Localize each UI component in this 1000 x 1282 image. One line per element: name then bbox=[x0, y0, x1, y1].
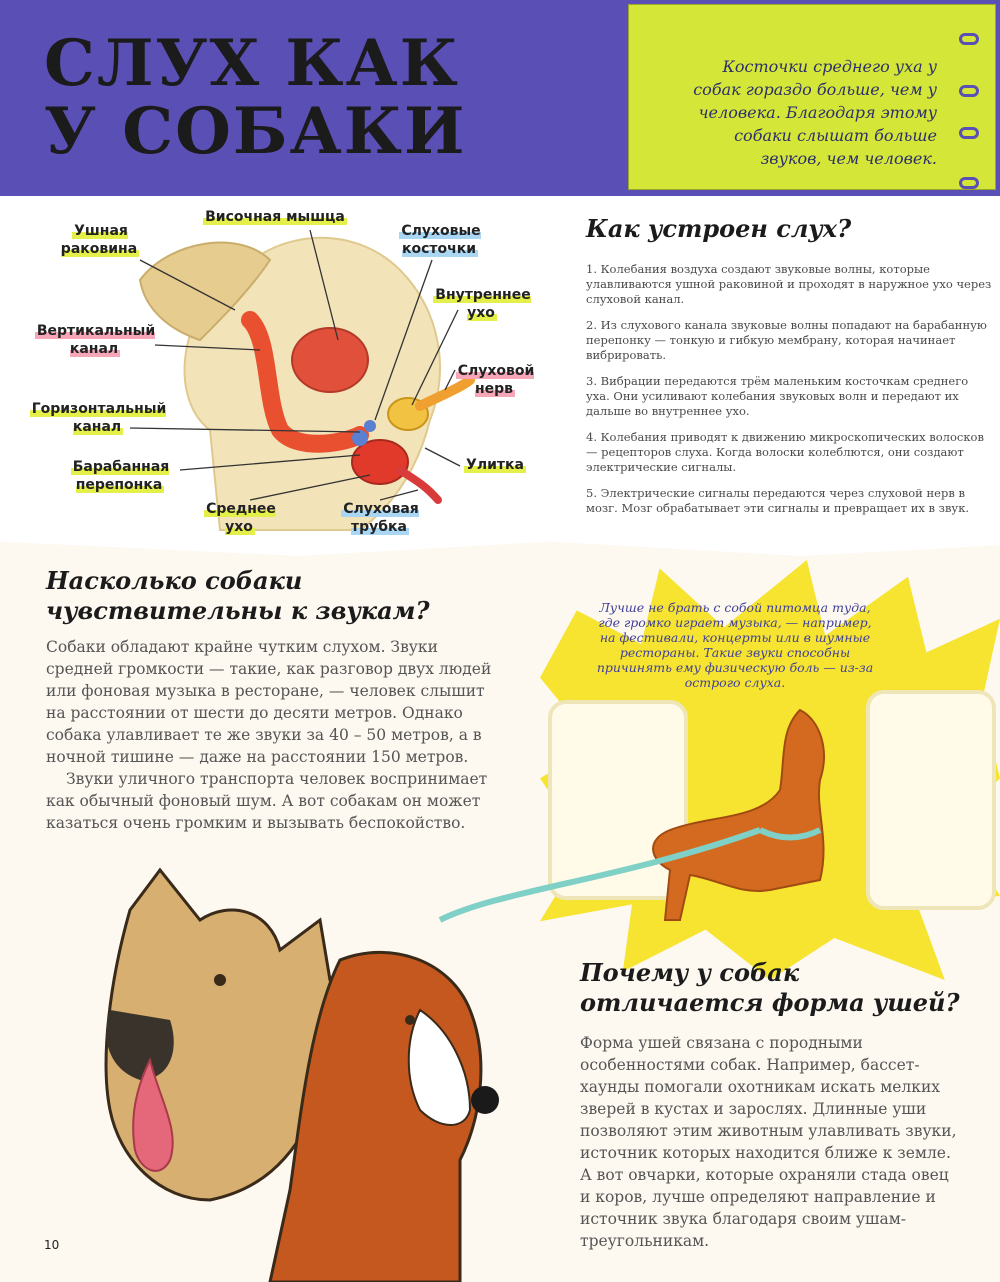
binder-ring-icon bbox=[959, 85, 979, 97]
label-middle-ear: Среднее ухо bbox=[206, 501, 276, 535]
ear-shape-heading: Почему у собак отличается форма ушей? bbox=[580, 958, 960, 1017]
list-item: 5. Электрические сигналы передаются через слуховой нерв в мозг. Мозг обрабатывает эти сигналы и превращает их в звук. bbox=[586, 486, 970, 515]
label-inner-ear: Внутреннее ухо bbox=[435, 287, 531, 321]
label-auditory-nerve: Слуховой нерв bbox=[457, 363, 535, 397]
label-horizontal-canal: Горизонтальный канал bbox=[31, 401, 167, 435]
list-item: 1. Колебания воздуха создают звуковые волны, которые улавливаются ушной раковиной и проходят в наружное ухо через слуховой канал. bbox=[586, 262, 992, 306]
page-title-line1: СЛУХ КАК bbox=[44, 26, 460, 101]
note-text: Косточки среднего уха у собак гораздо больше, чем у человека. Благодаря этому собаки слышат больше звуков, чем человек. bbox=[693, 57, 937, 168]
label-vertical-canal: Вертикальный канал bbox=[36, 323, 156, 357]
label-ossicles: Слуховые косточки bbox=[401, 223, 481, 257]
list-item: 3. Вибрации передаются трём маленьким косточкам среднего уха. Они усиливают колебания звуковых волн и передают их дальше во внутреннее ухо. bbox=[586, 374, 969, 418]
binder-ring-icon bbox=[959, 33, 979, 45]
ear-diagram bbox=[20, 200, 560, 540]
label-cochlea: Улитка bbox=[466, 457, 524, 473]
speaker-right-illustration bbox=[866, 690, 996, 910]
label-pinna: Ушная раковина bbox=[60, 223, 138, 257]
label-eardrum: Барабанная перепонка bbox=[72, 459, 170, 493]
page-title-line2: У СОБАКИ bbox=[44, 94, 467, 169]
list-item: 2. Из слухового канала звуковые волны попадают на барабанную перепонку — тонкую и гибкую мембрану, которая начинает вибрировать. bbox=[586, 318, 987, 362]
sticky-note bbox=[628, 4, 996, 190]
sensitivity-heading: Насколько собаки чувствительны к звукам? bbox=[46, 566, 430, 625]
sensitivity-paragraph-2: Звуки уличного транспорта человек воспринимает как обычный фоновый шум. А вот собакам он может казаться очень громким и вызывать беспокойство. bbox=[46, 770, 488, 832]
list-item: 4. Колебания приводят к движению микроскопических волосков — рецепторов слуха. Когда волоски колеблются, они создают электрические сигналы. bbox=[586, 430, 984, 474]
page-title bbox=[44, 26, 604, 169]
dogs-illustration bbox=[90, 860, 550, 1282]
binder-ring-icon bbox=[959, 177, 979, 189]
ear-shape-text: Форма ушей связана с породными особенностями собак. Например, бассет-хаунды помогали охотникам искать мелких зверей в кустах и зарослях. Длинные уши позволяют этим животным улавливать звуки, источник которых находится ближе к земле. А вот овчарки, которые охраняли стада овец и коров, лучше определяют направление и источник звука благодаря своим ушам-треугольникам. bbox=[580, 1034, 957, 1250]
page-number: 10 bbox=[44, 1238, 60, 1252]
label-eustachian-tube: Слуховая трубка bbox=[343, 501, 419, 535]
binder-ring-icon bbox=[959, 127, 979, 139]
sensitivity-paragraph-1: Собаки обладают крайне чутким слухом. Звуки средней громкости — такие, как разговор двух людей или фоновая музыка в ресторане, — человек слышит на расстоянии от шести до десяти метров. Однако собака улавливает те же звуки за 40 – 50 метров, а в ночной тишине — даже на расстоянии 150 метров. bbox=[46, 638, 492, 766]
hearing-steps-list bbox=[586, 262, 992, 527]
how-hearing-heading: Как устроен слух? bbox=[586, 214, 852, 243]
label-temporal-muscle: Височная мышца bbox=[205, 209, 345, 225]
warning-note: Лучше не брать с собой питомца туда, где громко играет музыка, — например, на фестивали, концерты или в шумные рестораны. Такие звуки способны причинять ему физическую боль — из-за острого слуха. bbox=[596, 600, 874, 690]
